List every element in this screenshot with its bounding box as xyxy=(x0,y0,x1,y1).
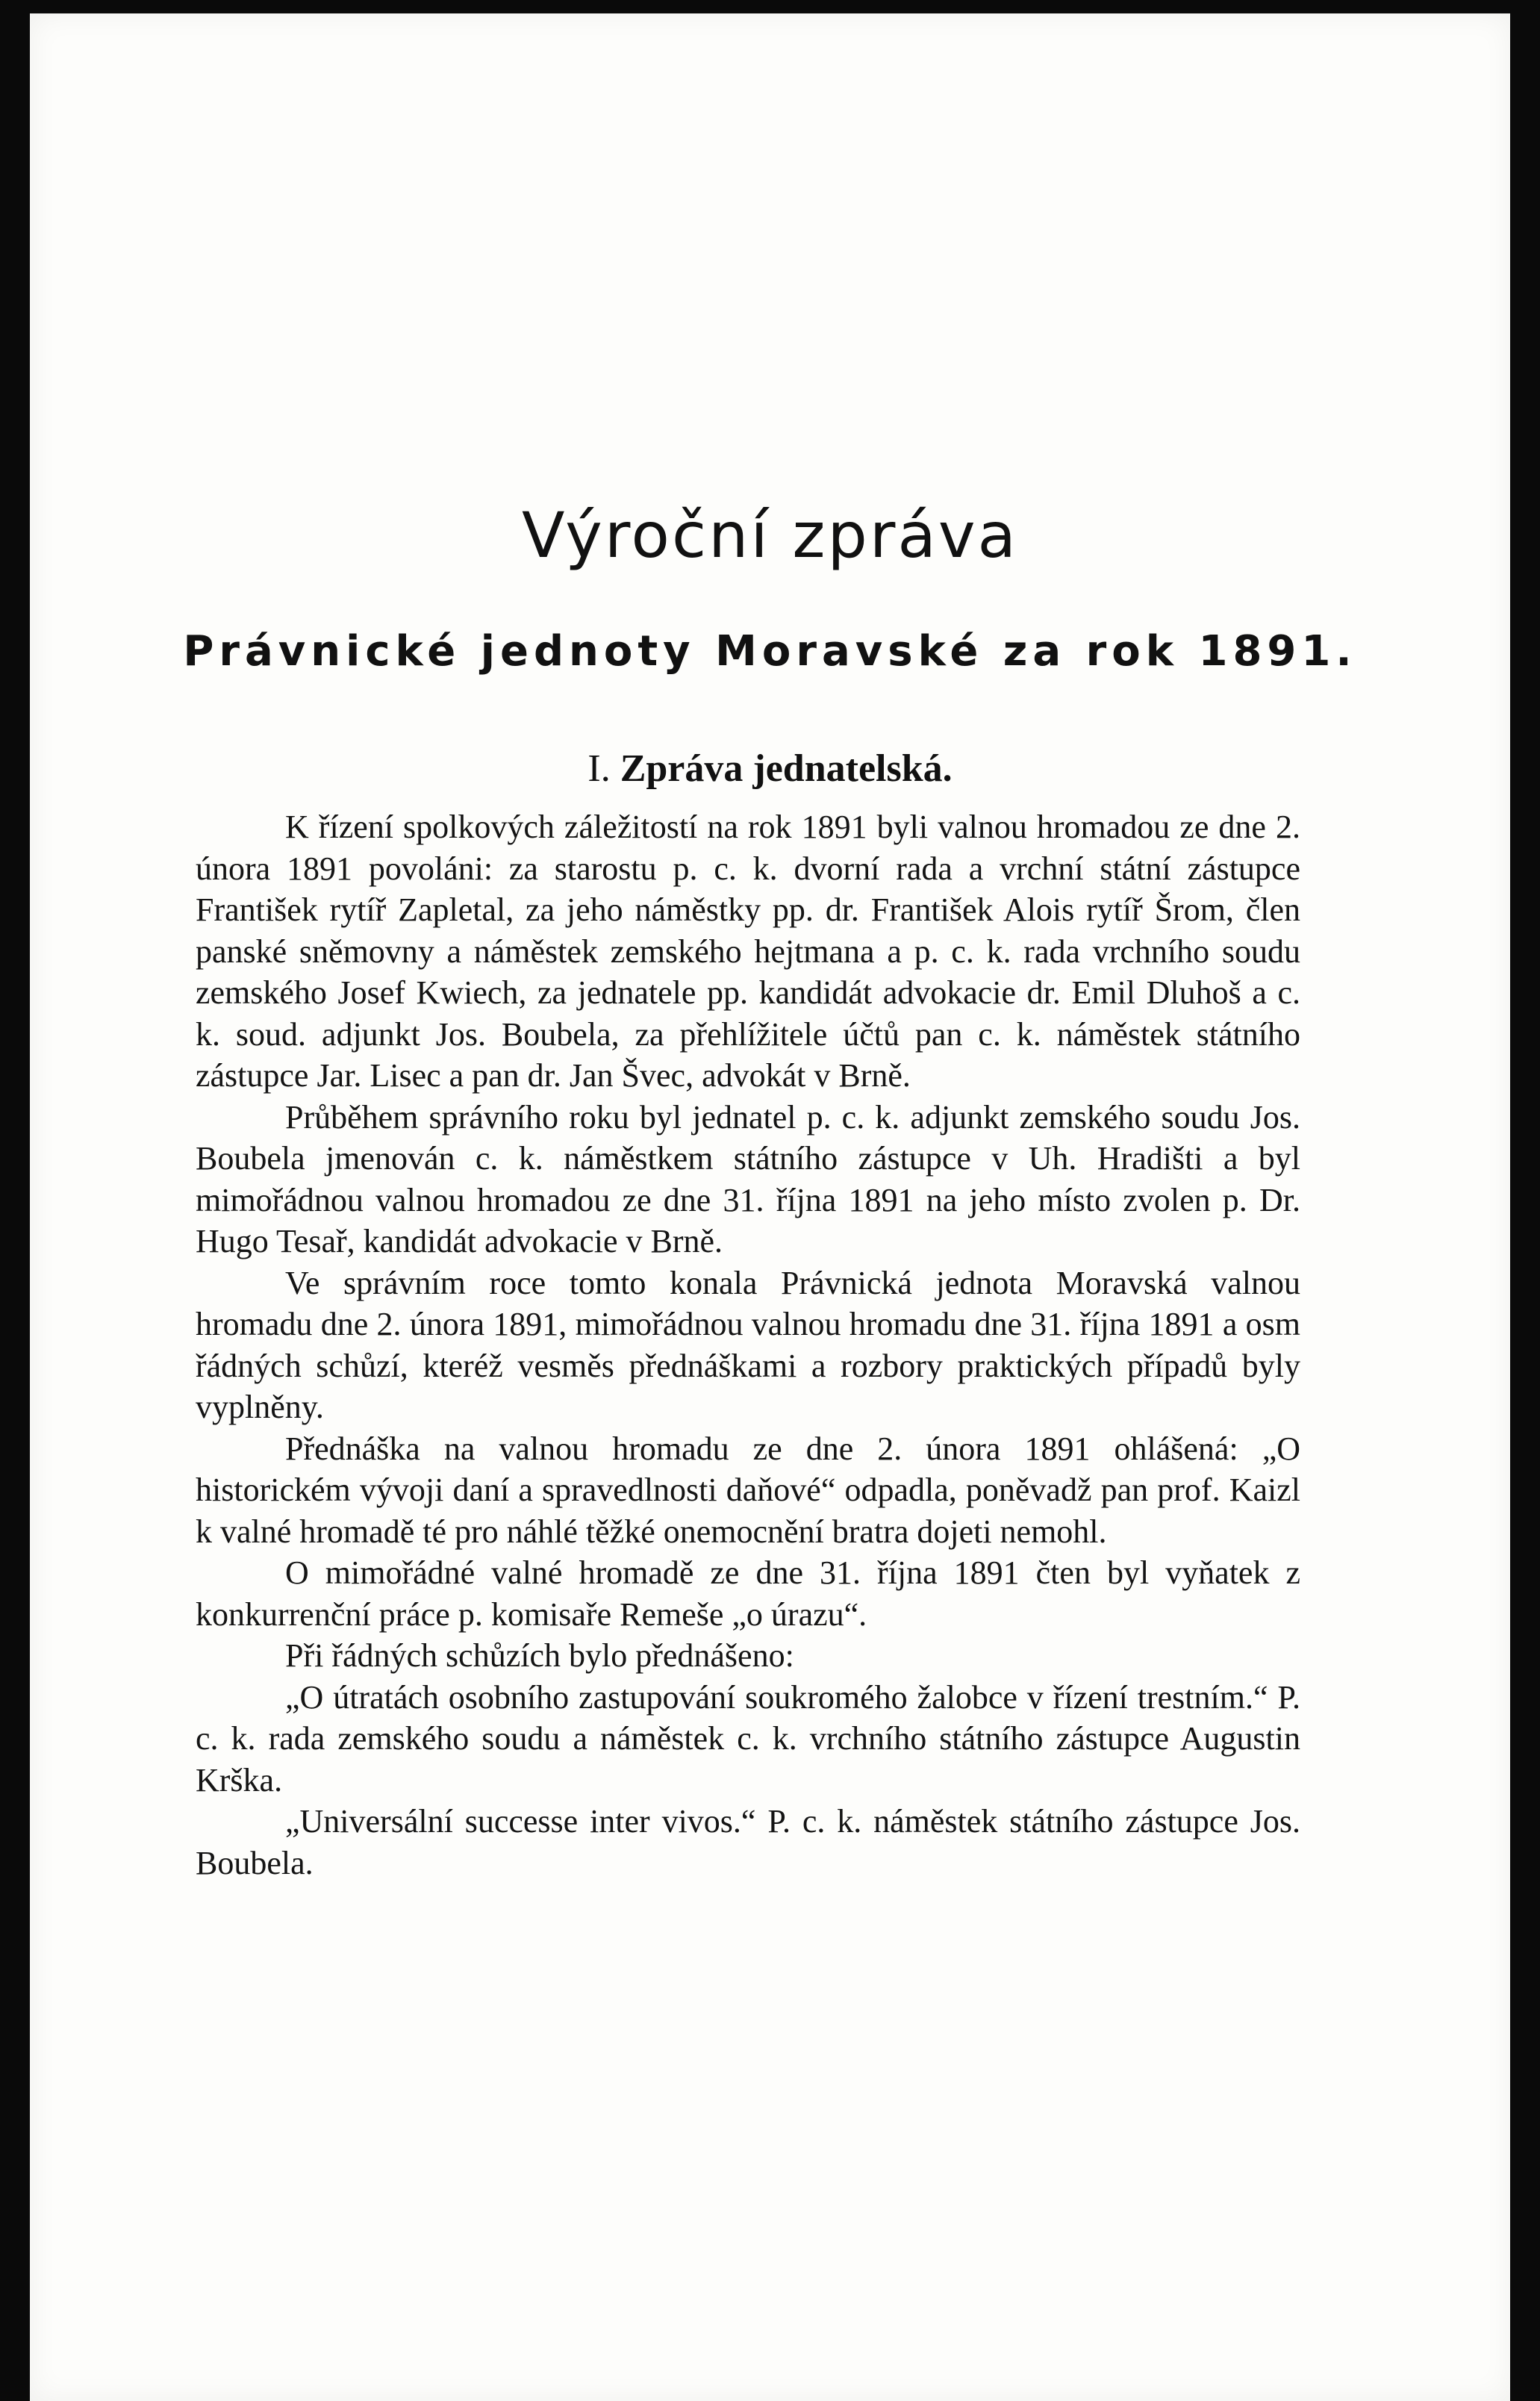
document-title: Výroční zpráva xyxy=(521,499,1019,572)
paragraph-extraordinary-meeting: O mimořádné valné hromadě ze dne 31. října 1891 čten byl vyňatek z konkurrenční práce p. komisaře Remeše „o úrazu“. xyxy=(196,1554,1300,1633)
section-number: I. xyxy=(587,747,611,790)
section-heading xyxy=(0,747,1540,791)
paragraph-lectures-intro: Při řádných schůzích bylo přednášeno: xyxy=(285,1637,794,1674)
paragraph-officers: K řízení spolkových záležitostí na rok 1891 byli valnou hromadou ze dne 2. února 1891 povoláni: za starostu p. c. k. dvorní rada a vrchní státní zástupce František rytíř Zapletal, za jeho náměstky pp. dr. František Alois rytíř Šrom, člen panské sněmovny a náměstek zemského hejtmana a p. c. k. rada vrchního soudu zemského Josef Kwiech, za jednatele pp. kandidát advokacie dr. Emil Dluhoš a c. k. soud. adjunkt Jos. Boubela, za přehlížitele účtů pan c. k. náměstek státního zástupce Jar. Lisec a pan dr. Jan Švec, advokát v Brně. xyxy=(196,809,1300,1094)
section-title: Zpráva jednatelská. xyxy=(620,747,953,790)
paragraph-secretary-change: Průběhem správního roku byl jednatel p. c. k. adjunkt zemského soudu Jos. Boubela jmenován c. k. náměstkem státního zástupce v Uh. Hradišti a byl mimořádnou valnou hromadou ze dne 31. října 1891 na jeho místo zvolen p. Dr. Hugo Tesař, kandidát advokacie v Brně. xyxy=(196,1098,1300,1259)
paragraph-cancelled-lecture: Přednáška na valnou hromadu ze dne 2. února 1891 ohlášená: „O historickém vývoji daní a spravedlnosti daňové“ odpadla, poněvadž pan prof. Kaizl k valné hromadě té pro náhlé těžké onemocnění bratra dojeti nemohl. xyxy=(196,1430,1300,1550)
document-subtitle: Právnické jednoty Moravské za rok 1891. xyxy=(183,627,1357,676)
paragraph-meetings: Ve správním roce tomto konala Právnická jednota Moravská valnou hromadu dne 2. února 1891, mimořádnou valnou hromadu dne 31. října 1891 a osm řádných schůzí, kteréž vesměs přednáškami a rozbory praktických případů byly vyplněny. xyxy=(196,1264,1300,1425)
paragraph-lecture-1: „O útratách osobního zastupování soukromého žalobce v řízení trestním.“ P. c. k. rada zemského soudu a náměstek c. k. vrchního státního zástupce Augustin Krška. xyxy=(196,1678,1300,1799)
scan-top-border xyxy=(0,0,1540,13)
scan-right-border xyxy=(1510,0,1540,2401)
paragraph-lecture-2: „Universální successe inter vivos.“ P. c. k. náměstek státního zástupce Jos. Boubela. xyxy=(196,1803,1300,1881)
body-text xyxy=(196,806,1300,1884)
